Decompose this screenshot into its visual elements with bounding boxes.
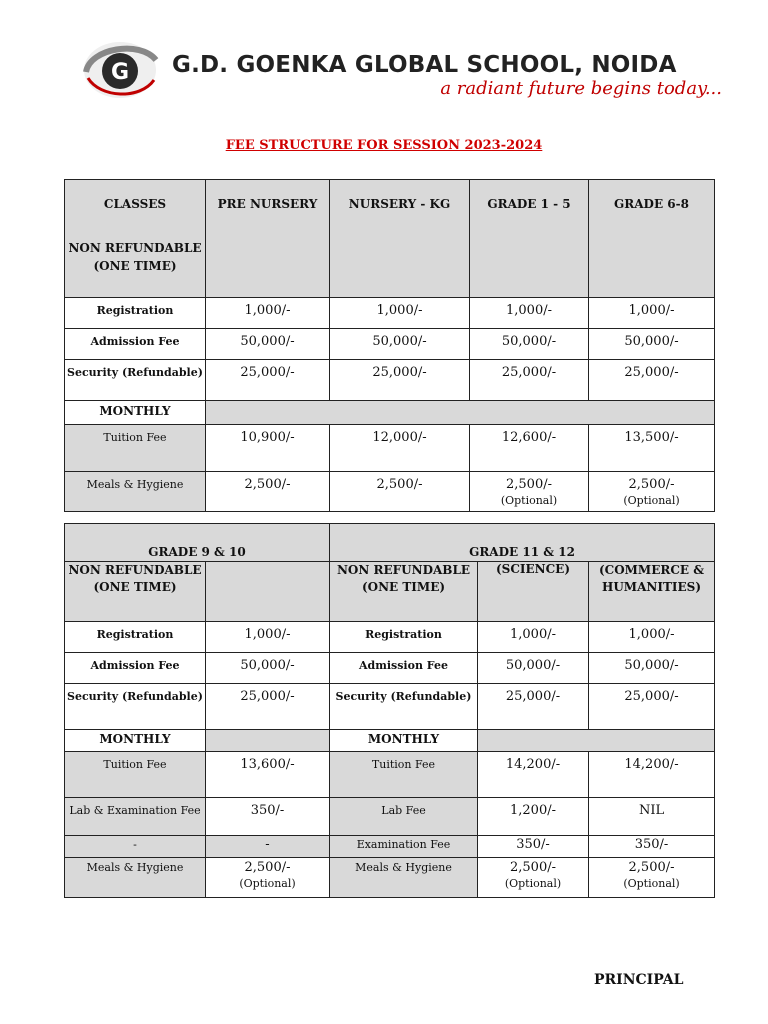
- fee-value: -: [206, 836, 330, 858]
- school-name: G.D. GOENKA GLOBAL SCHOOL, NOIDA: [172, 52, 677, 78]
- fee-value: 2,500/-: [506, 477, 552, 492]
- non-refundable-label: NON REFUNDABLE (ONE TIME): [68, 241, 202, 273]
- row-label: Examination Fee: [330, 836, 478, 858]
- fee-value: 25,000/-: [206, 684, 330, 730]
- table-row: [65, 425, 715, 472]
- fee-value: 13,500/-: [589, 425, 715, 472]
- row-label: Registration: [65, 622, 206, 653]
- table-row: [65, 360, 715, 401]
- table-row: [65, 798, 715, 836]
- fee-value: 14,200/-: [589, 752, 715, 798]
- logo-letter: G: [110, 60, 130, 85]
- table-row: [65, 298, 715, 329]
- col-classes: CLASSES: [103, 197, 167, 211]
- optional-note: (Optional): [504, 877, 562, 890]
- row-label: Tuition Fee: [330, 752, 478, 798]
- col-grade-6-8: GRADE 6-8: [614, 197, 689, 211]
- fee-value: 25,000/-: [470, 360, 589, 401]
- fee-value: 12,600/-: [470, 425, 589, 472]
- fee-value: 2,500/-: [510, 860, 556, 875]
- fee-value: NIL: [589, 798, 715, 836]
- col-science: (SCIENCE): [496, 562, 570, 576]
- fee-value: 1,000/-: [589, 298, 715, 329]
- table-row: [65, 329, 715, 360]
- fee-table-pre-nursery-to-grade-8: [64, 179, 715, 512]
- row-label: Tuition Fee: [65, 752, 206, 798]
- optional-note: (Optional): [623, 494, 680, 507]
- fee-value: 1,000/-: [206, 298, 330, 329]
- row-label: Admission Fee: [65, 329, 206, 360]
- header-classes-cell: [65, 180, 206, 298]
- non-refundable-label: NON REFUNDABLE (ONE TIME): [336, 563, 471, 594]
- principal-signature-label: PRINCIPAL: [594, 972, 684, 988]
- fee-value: 2,500/-: [628, 477, 675, 492]
- row-label: Tuition Fee: [65, 425, 206, 472]
- monthly-label: MONTHLY: [367, 732, 440, 746]
- fee-value: 25,000/-: [206, 360, 330, 401]
- fee-value: 1,000/-: [478, 622, 589, 653]
- col-commerce-humanities: (COMMERCE & HUMANITIES): [598, 563, 705, 594]
- monthly-label: MONTHLY: [99, 732, 171, 746]
- col-pre-nursery: PRE NURSERY: [217, 197, 318, 211]
- fee-value: 1,200/-: [478, 798, 589, 836]
- fee-value: 50,000/-: [478, 653, 589, 684]
- fee-value: 50,000/-: [589, 653, 715, 684]
- fee-value: 1,000/-: [206, 622, 330, 653]
- fee-value: 2,500/-: [206, 472, 330, 512]
- fee-value: 25,000/-: [478, 684, 589, 730]
- non-refundable-label: NON REFUNDABLE (ONE TIME): [68, 563, 202, 594]
- table-row: [65, 858, 715, 898]
- row-label: Registration: [330, 622, 478, 653]
- monthly-section-row: [65, 730, 715, 752]
- row-label: Admission Fee: [330, 653, 478, 684]
- fee-table-grade-9-to-12: [64, 523, 715, 898]
- row-label: Lab & Examination Fee: [65, 798, 206, 836]
- table-row: [65, 836, 715, 858]
- fee-value: 50,000/-: [589, 329, 715, 360]
- row-label: Meals & Hygiene: [65, 472, 206, 512]
- fee-value: 25,000/-: [330, 360, 470, 401]
- fee-value: 50,000/-: [206, 329, 330, 360]
- fee-value: 2,500/-: [330, 472, 470, 512]
- fee-value: 12,000/-: [330, 425, 470, 472]
- row-label: Meals & Hygiene: [65, 858, 206, 898]
- fee-value: 350/-: [589, 836, 715, 858]
- fee-value: 14,200/-: [478, 752, 589, 798]
- row-label: Registration: [65, 298, 206, 329]
- fee-value: 350/-: [478, 836, 589, 858]
- fee-value: 50,000/-: [470, 329, 589, 360]
- col-grade-1-5: GRADE 1 - 5: [487, 197, 571, 211]
- fee-value: 2,500/-: [628, 860, 675, 875]
- monthly-label: MONTHLY: [99, 404, 171, 418]
- letterhead: [80, 38, 740, 104]
- fee-value: 1,000/-: [589, 622, 715, 653]
- fee-value: 25,000/-: [589, 684, 715, 730]
- optional-note: (Optional): [623, 877, 680, 890]
- col-nursery-kg: NURSERY - KG: [348, 197, 451, 211]
- fee-value: 1,000/-: [330, 298, 470, 329]
- row-label: -: [65, 836, 206, 858]
- optional-note: (Optional): [500, 494, 558, 507]
- row-label: Admission Fee: [65, 653, 206, 684]
- row-label: Security (Refundable): [330, 684, 478, 730]
- fee-value: 50,000/-: [206, 653, 330, 684]
- grade-9-10-heading: GRADE 9 & 10: [148, 545, 246, 559]
- fee-value: 10,900/-: [206, 425, 330, 472]
- fee-value: 25,000/-: [589, 360, 715, 401]
- table-row: [65, 752, 715, 798]
- tagline: a radiant future begins today...: [440, 78, 722, 99]
- fee-value: 1,000/-: [470, 298, 589, 329]
- school-logo: [80, 38, 162, 102]
- grade-11-12-heading: GRADE 11 & 12: [469, 545, 575, 559]
- row-label: Security (Refundable): [65, 360, 206, 401]
- monthly-section-row: [65, 401, 715, 425]
- row-label: Security (Refundable): [65, 684, 206, 730]
- fee-value: 350/-: [206, 798, 330, 836]
- row-label: Meals & Hygiene: [330, 858, 478, 898]
- fee-value: 2,500/-: [244, 860, 291, 875]
- table-row: [65, 622, 715, 653]
- fee-value: 50,000/-: [330, 329, 470, 360]
- table-row: [65, 472, 715, 512]
- row-label: Lab Fee: [330, 798, 478, 836]
- table-row: [65, 653, 715, 684]
- optional-note: (Optional): [239, 877, 296, 890]
- table-row: [65, 684, 715, 730]
- fee-value: 13,600/-: [206, 752, 330, 798]
- page-title: FEE STRUCTURE FOR SESSION 2023-2024: [225, 138, 543, 153]
